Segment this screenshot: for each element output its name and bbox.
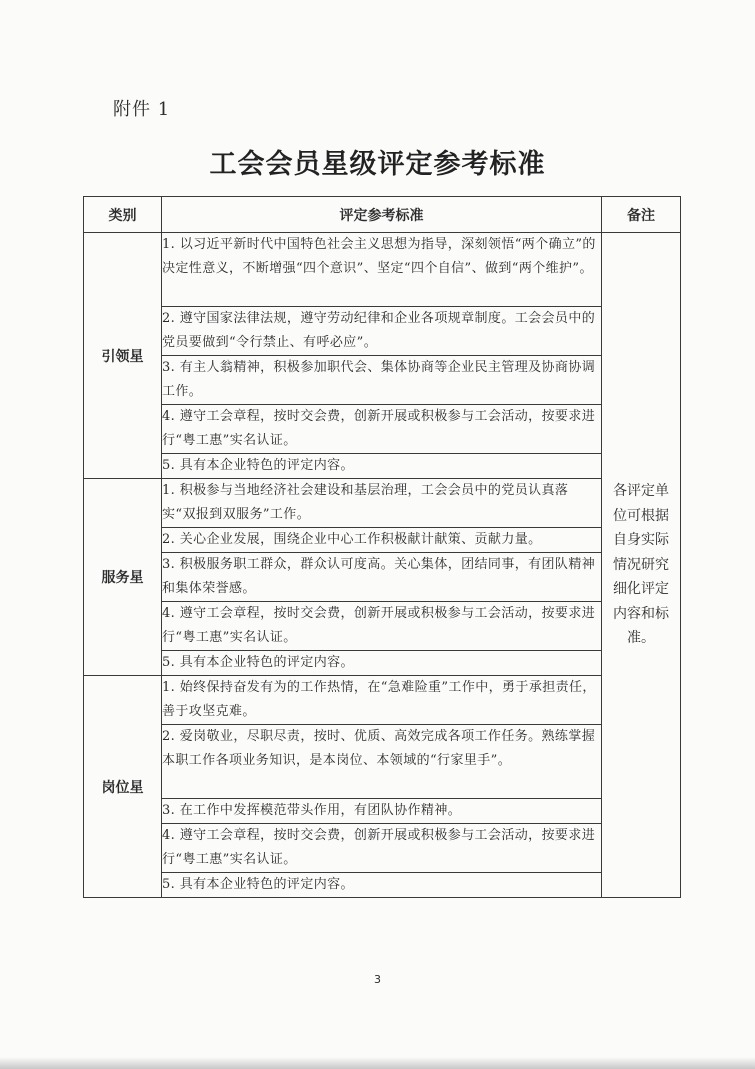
criteria-item: 3. 在工作中发挥模范带头作用，有团队协作精神。 [162, 799, 602, 824]
table-row [84, 479, 681, 528]
table-header-row [84, 197, 681, 233]
criteria-item: 1. 积极参与当地经济社会建设和基层治理，工会会员中的党员认真落实“双报到双服务”工作。 [162, 479, 602, 528]
note-line: 自身实际 [613, 532, 669, 549]
criteria-item: 5. 具有本企业特色的评定内容。 [162, 873, 602, 898]
table-row [84, 528, 681, 553]
table-row [84, 873, 681, 898]
table-row [84, 307, 681, 356]
header-category: 类别 [84, 197, 162, 233]
criteria-item: 2. 关心企业发展，围绕企业中心工作积极献计献策、贡献力量。 [162, 528, 602, 553]
criteria-item: 5. 具有本企业特色的评定内容。 [162, 651, 602, 676]
header-notes: 备注 [602, 197, 681, 233]
table-row [84, 602, 681, 651]
table-row [84, 356, 681, 405]
document-title: 工会会员星级评定参考标准 [209, 149, 546, 180]
criteria-item: 5. 具有本企业特色的评定内容。 [162, 454, 602, 479]
table-row [84, 454, 681, 479]
table-row [84, 405, 681, 454]
table-row [84, 233, 681, 307]
page-number: 3 [374, 973, 381, 986]
criteria-item: 4. 遵守工会章程，按时交会费，创新开展或积极参与工会活动，按要求进行“粤工惠”实名认证。 [162, 405, 602, 454]
note-line: 准。 [627, 630, 655, 647]
criteria-item: 3. 积极服务职工群众，群众认可度高。关心集体，团结同事，有团队精神和集体荣誉感。 [162, 553, 602, 602]
criteria-item: 3. 有主人翁精神，积极参加职代会、集体协商等企业民主管理及协商协调工作。 [162, 356, 602, 405]
criteria-table [83, 196, 681, 898]
table-row [84, 799, 681, 824]
criteria-item: 4. 遵守工会章程，按时交会费，创新开展或积极参与工会活动，按要求进行“粤工惠”实名认证。 [162, 824, 602, 873]
table-row [84, 676, 681, 725]
criteria-item: 1. 始终保持奋发有为的工作热情，在“急难险重”工作中，勇于承担责任，善于攻坚克难。 [162, 676, 602, 725]
table-row [84, 651, 681, 676]
attachment-label: 附件 1 [113, 99, 171, 120]
table-row [84, 553, 681, 602]
criteria-item: 2. 爱岗敬业，尽职尽责，按时、优质、高效完成各项工作任务。熟练掌握本职工作各项业务知识，是本岗位、本领域的“行家里手”。 [162, 725, 602, 799]
note-line: 内容和标 [613, 605, 669, 622]
note-line: 细化评定 [613, 581, 669, 598]
note-line: 各评定单 [613, 483, 669, 500]
table-row [84, 824, 681, 873]
category-post-star: 岗位星 [84, 676, 162, 898]
criteria-item: 4. 遵守工会章程，按时交会费，创新开展或积极参与工会活动，按要求进行“粤工惠”实名认证。 [162, 602, 602, 651]
category-service-star: 服务星 [84, 479, 162, 676]
category-leading-star: 引领星 [84, 233, 162, 479]
note-line: 情况研究 [613, 556, 669, 573]
table-row [84, 725, 681, 799]
criteria-item: 1. 以习近平新时代中国特色社会主义思想为指导，深刻领悟“两个确立”的决定性意义，不断增强“四个意识”、坚定“四个自信”、做到“两个维护”。 [162, 233, 602, 307]
note-line: 位可根据 [613, 507, 669, 524]
scan-edge-shadow [0, 1057, 755, 1069]
notes-cell [602, 233, 681, 898]
criteria-item: 2. 遵守国家法律法规，遵守劳动纪律和企业各项规章制度。工会会员中的党员要做到“令行禁止、有呼必应”。 [162, 307, 602, 356]
header-criteria: 评定参考标准 [162, 197, 602, 233]
